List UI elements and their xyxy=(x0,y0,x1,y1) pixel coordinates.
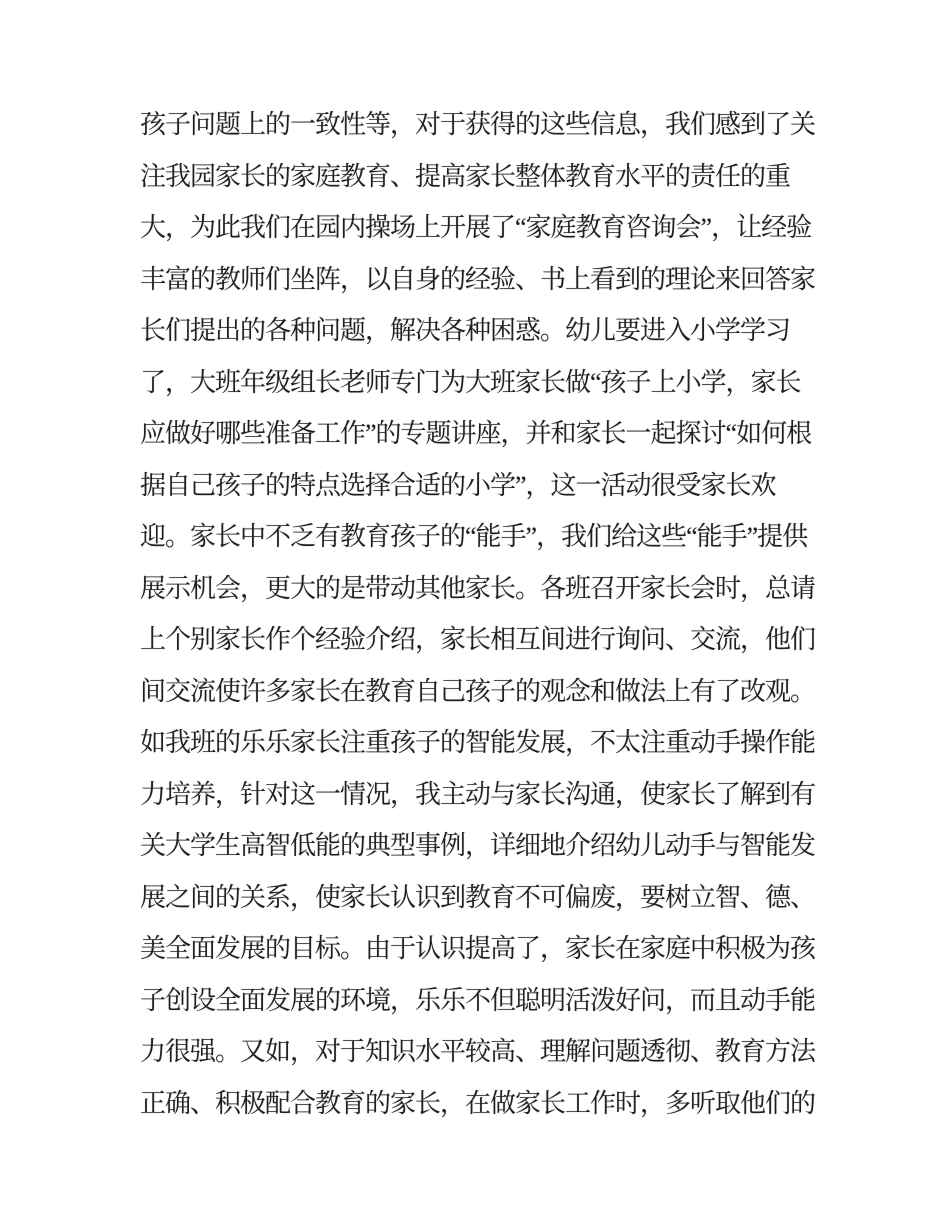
text-line: 力很强。又如，对于知识水平较高、理解问题透彻、教育方法 xyxy=(140,1037,816,1066)
text-line: 间交流使许多家长在教育自己孩子的观念和做法上有了改观。 xyxy=(140,676,816,706)
text-line: 了，大班年级组长老师专门为大班家长做“孩子上小学，家长 xyxy=(140,367,801,397)
text-line: 展示机会，更大的是带动其他家长。各班召开家长会时，总请 xyxy=(140,573,816,603)
text-line: 据自己孩子的特点选择合适的小学”，这一活动很受家长欢 xyxy=(140,470,776,500)
text-line: 上个别家长作个经验介绍，家长相互间进行询问、交流，他们 xyxy=(140,625,816,654)
text-line: 美全面发展的目标。由于认识提高了，家长在家庭中积极为孩 xyxy=(140,934,816,963)
text-content xyxy=(140,99,830,1129)
text-line: 大，为此我们在园内操场上开展了“家庭教育咨询会”，让经验 xyxy=(140,213,812,242)
text-line: 迎。家长中不乏有教育孩子的“能手”，我们给这些“能手”提供 xyxy=(140,522,808,551)
text-line: 力培养，针对这一情况，我主动与家长沟通，使家长了解到有 xyxy=(140,779,816,809)
text-line: 正确、积极配合教育的家长，在做家长工作时，多听取他们的 xyxy=(140,1088,816,1118)
text-line: 孩子问题上的一致性等，对于获得的这些信息，我们感到了关 xyxy=(140,110,816,139)
text-line: 子创设全面发展的环境，乐乐不但聪明活泼好问，而且动手能 xyxy=(140,985,816,1015)
text-line: 展之间的关系，使家长认识到教育不可偏废，要树立智、德、 xyxy=(140,882,816,912)
text-line: 注我园家长的家庭教育、提高家长整体教育水平的责任的重 xyxy=(140,161,791,191)
text-line: 丰富的教师们坐阵，以自身的经验、书上看到的理论来回答家 xyxy=(140,264,816,294)
text-line: 长们提出的各种问题，解决各种困惑。幼儿要进入小学学习 xyxy=(140,316,791,345)
text-line: 应做好哪些准备工作”的专题讲座，并和家长一起探讨“如何根 xyxy=(140,419,812,448)
text-line: 如我班的乐乐家长注重孩子的智能发展，不太注重动手操作能 xyxy=(140,728,816,757)
text-line: 关大学生高智低能的典型事例，详细地介绍幼儿动手与智能发 xyxy=(140,831,816,860)
